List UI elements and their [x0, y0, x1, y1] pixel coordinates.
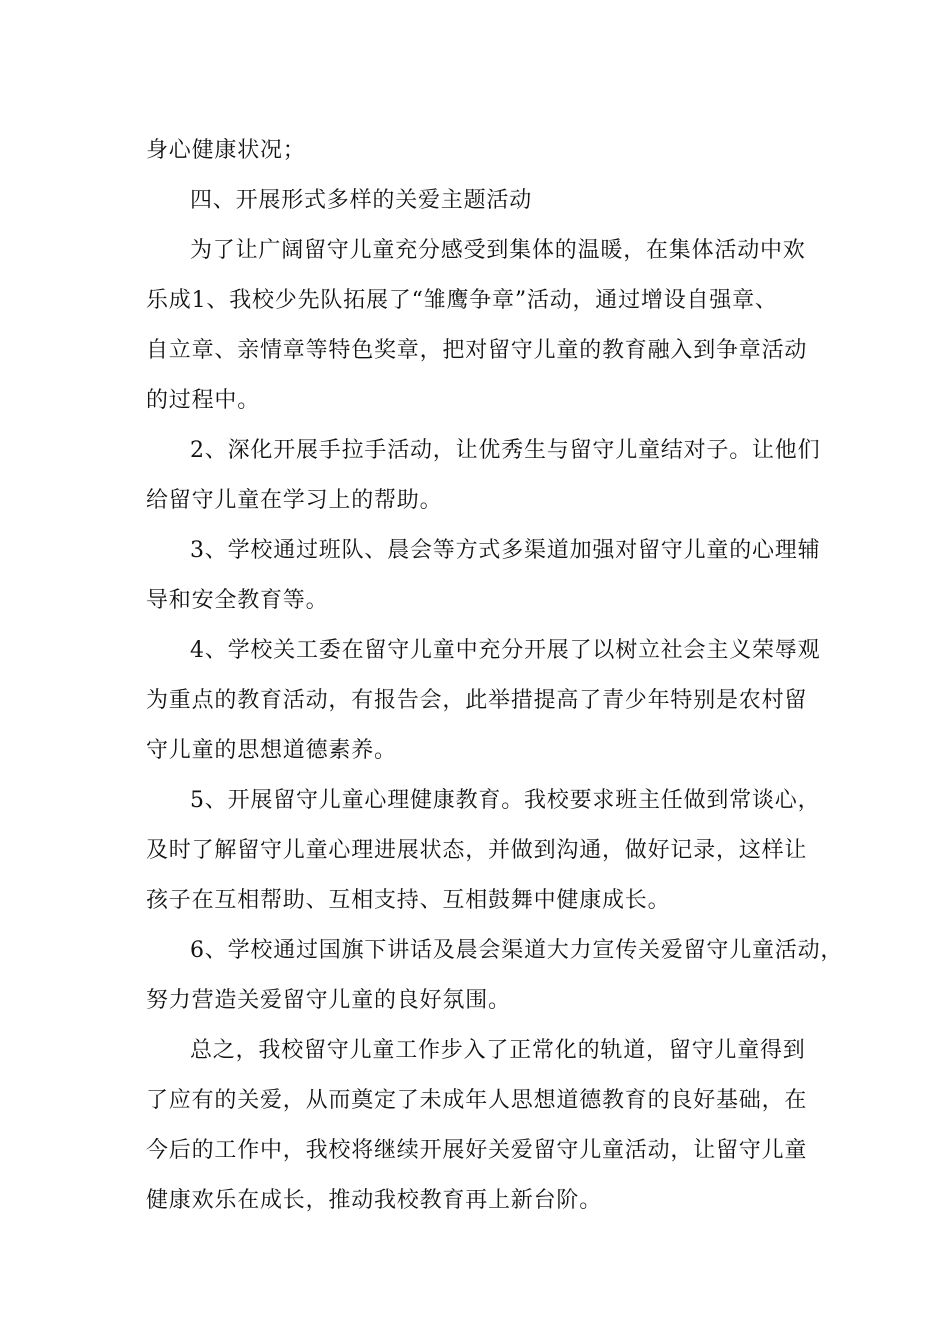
text-line: 的过程中。 — [146, 388, 261, 413]
text-line: 自立章、亲情章等特色奖章，把对留守儿童的教育融入到争章活动 — [146, 338, 808, 363]
text-line: 4、学校关工委在留守儿童中充分开展了以树立社会主义荣辱观 — [190, 638, 821, 663]
text-line: 及时了解留守儿童心理进展状态，并做到沟通，做好记录，这样让 — [146, 838, 808, 863]
text-line: 导和安全教育等。 — [146, 588, 329, 613]
text-line: 为重点的教育活动，有报告会，此举措提高了青少年特别是农村留 — [146, 688, 808, 713]
text-line: 乐成1、我校少先队拓展了“雏鹰争章”活动，通过增设自强章、 — [146, 288, 778, 313]
text-line: 今后的工作中，我校将继续开展好关爱留守儿童活动，让留守儿童 — [146, 1138, 808, 1163]
text-line: 3、学校通过班队、晨会等方式多渠道加强对留守儿童的心理辅 — [190, 538, 821, 563]
text-line: 6、学校通过国旗下讲话及晨会渠道大力宣传关爱留守儿童活动， — [190, 938, 844, 963]
text-line: 健康欢乐在成长，推动我校教育再上新台阶。 — [146, 1188, 603, 1213]
text-line: 了应有的关爱，从而奠定了未成年人思想道德教育的良好基础，在 — [146, 1088, 808, 1113]
text-line: 2、深化开展手拉手活动，让优秀生与留守儿童结对子。让他们 — [190, 438, 821, 463]
section-heading: 四、开展形式多样的关爱主题活动 — [190, 188, 533, 213]
text-line: 身心健康状况； — [146, 138, 306, 163]
text-line: 孩子在互相帮助、互相支持、互相鼓舞中健康成长。 — [146, 888, 671, 913]
text-line: 守儿童的思想道德素养。 — [146, 738, 397, 763]
text-line: 总之，我校留守儿童工作步入了正常化的轨道，留守儿童得到 — [190, 1038, 806, 1063]
text-line: 为了让广阔留守儿童充分感受到集体的温暖，在集体活动中欢 — [190, 238, 806, 263]
text-line: 给留守儿童在学习上的帮助。 — [146, 488, 443, 513]
text-line: 5、开展留守儿童心理健康教育。我校要求班主任做到常谈心， — [190, 788, 821, 813]
text-line: 努力营造关爱留守儿童的良好氛围。 — [146, 988, 511, 1013]
